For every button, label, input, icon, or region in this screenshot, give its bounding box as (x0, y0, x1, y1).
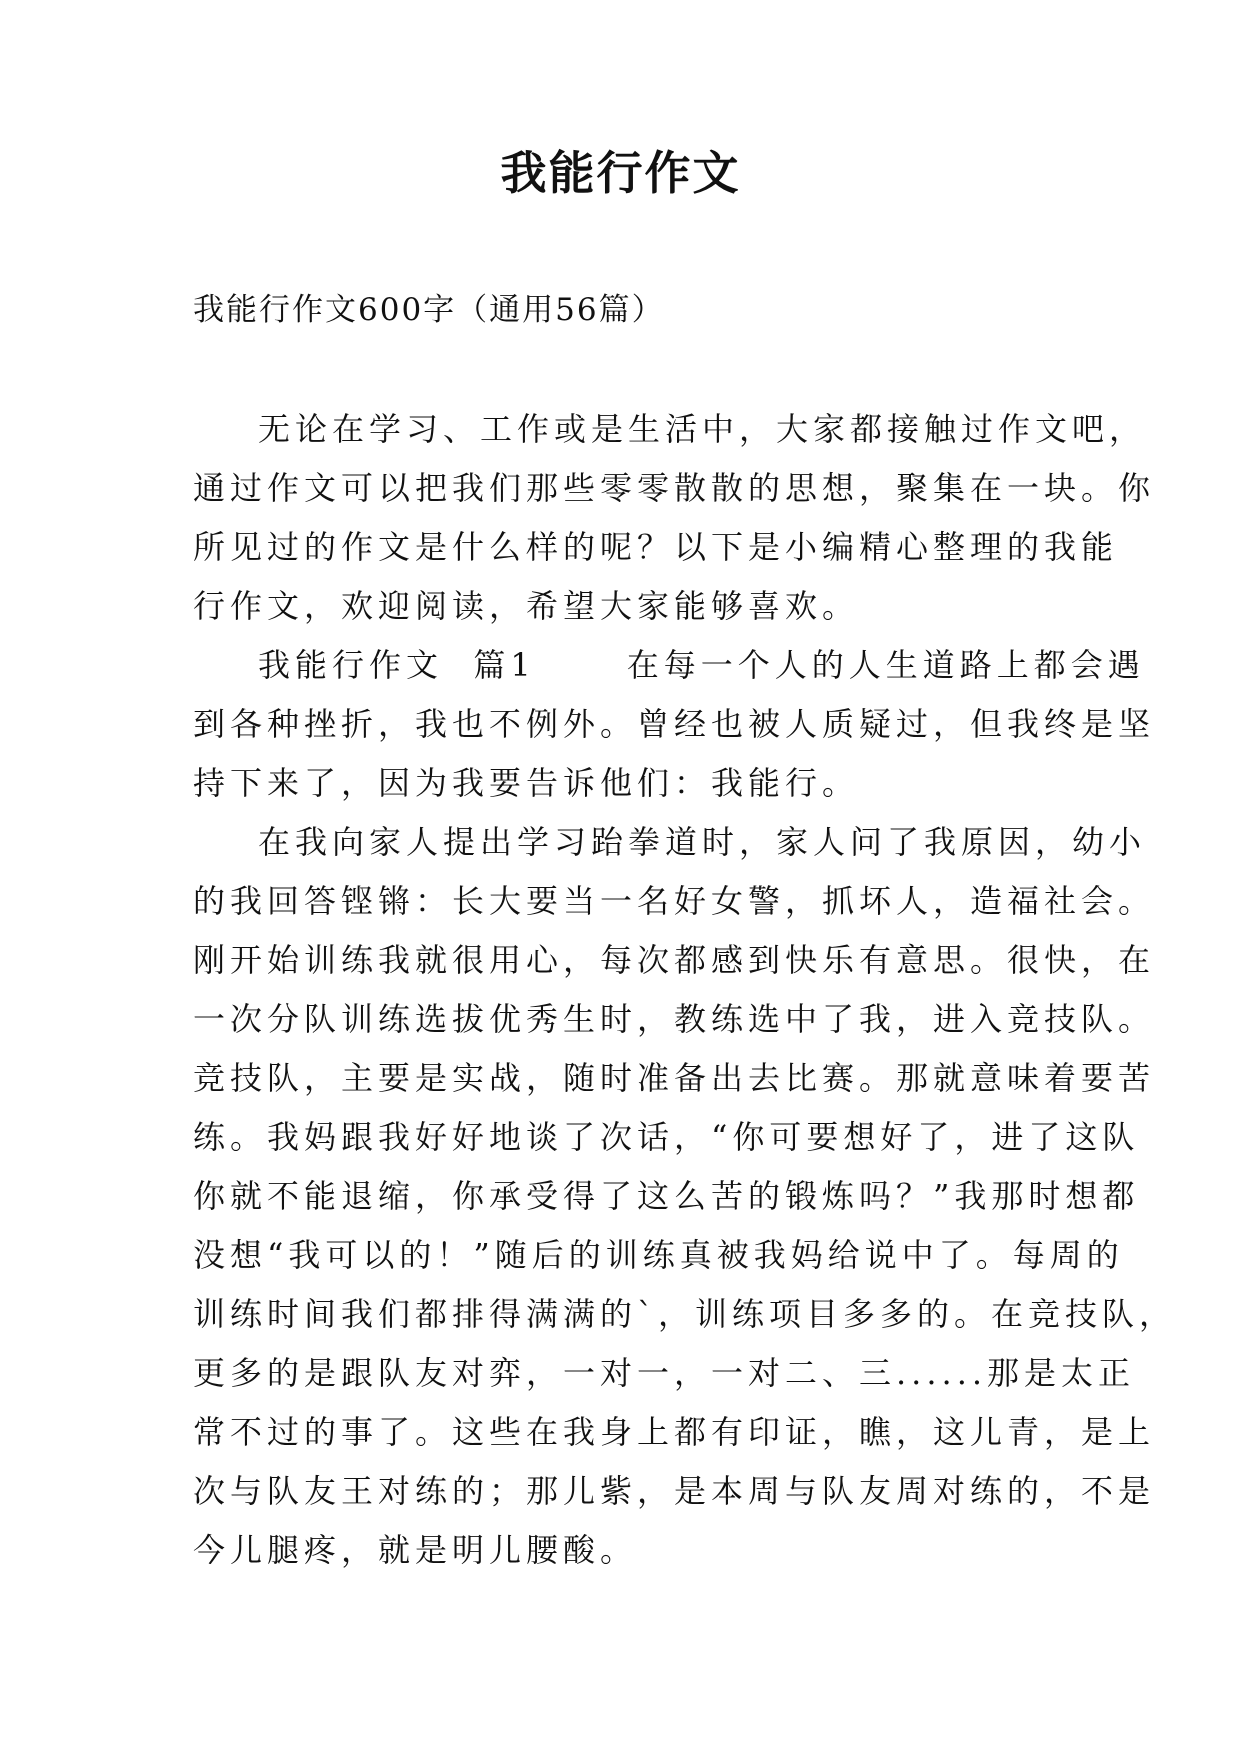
body-line: 常不过的事了。这些在我身上都有印证，瞧，这儿青，是上 (193, 1413, 1156, 1451)
document-title: 我能行作文 (500, 146, 741, 200)
body-line: 持下来了，因为我要告诉他们：我能行。 (193, 764, 860, 802)
body-line: 你就不能退缩，你承受得了这么苦的锻炼吗？”我那时想都 (193, 1177, 1140, 1215)
body-line: 练。我妈跟我好好地谈了次话，“你可要想好了，进了这队 (193, 1118, 1140, 1156)
body-line: 竞技队，主要是实战，随时准备出去比赛。那就意味着要苦 (193, 1059, 1156, 1097)
body-line: 我能行作文 篇1 在每一个人的人生道路上都会遇 (258, 646, 1145, 684)
document-subtitle: 我能行作文600字（通用56篇） (193, 292, 665, 328)
body-line: 到各种挫折，我也不例外。曾经也被人质疑过，但我终是坚 (193, 705, 1156, 743)
body-line: 的我回答铿锵：长大要当一名好女警，抓坏人，造福社会。 (193, 882, 1156, 920)
body-line: 行作文，欢迎阅读，希望大家能够喜欢。 (193, 587, 860, 625)
body-line: 无论在学习、工作或是生活中，大家都接触过作文吧， (258, 410, 1147, 448)
body-line: 通过作文可以把我们那些零零散散的思想，聚集在一块。你 (193, 469, 1156, 507)
body-line: 一次分队训练选拔优秀生时，教练选中了我，进入竞技队。 (193, 1000, 1156, 1038)
body-line: 没想“我可以的！”随后的训练真被我妈给说中了。每周的 (193, 1236, 1124, 1274)
body-line: 训练时间我们都排得满满的`，训练项目多多的。在竞技队， (193, 1295, 1177, 1333)
body-line: 在我向家人提出学习跆拳道时，家人问了我原因，幼小 (258, 823, 1147, 861)
body-line: 今儿腿疼，就是明儿腰酸。 (193, 1531, 638, 1569)
body-line: 刚开始训练我就很用心，每次都感到快乐有意思。很快，在 (193, 941, 1156, 979)
body-line: 所见过的作文是什么样的呢？以下是小编精心整理的我能 (193, 528, 1119, 566)
body-line: 更多的是跟队友对弈，一对一，一对二、三......那是太正 (193, 1354, 1136, 1392)
body-line: 次与队友王对练的；那儿紫，是本周与队友周对练的，不是 (193, 1472, 1156, 1510)
